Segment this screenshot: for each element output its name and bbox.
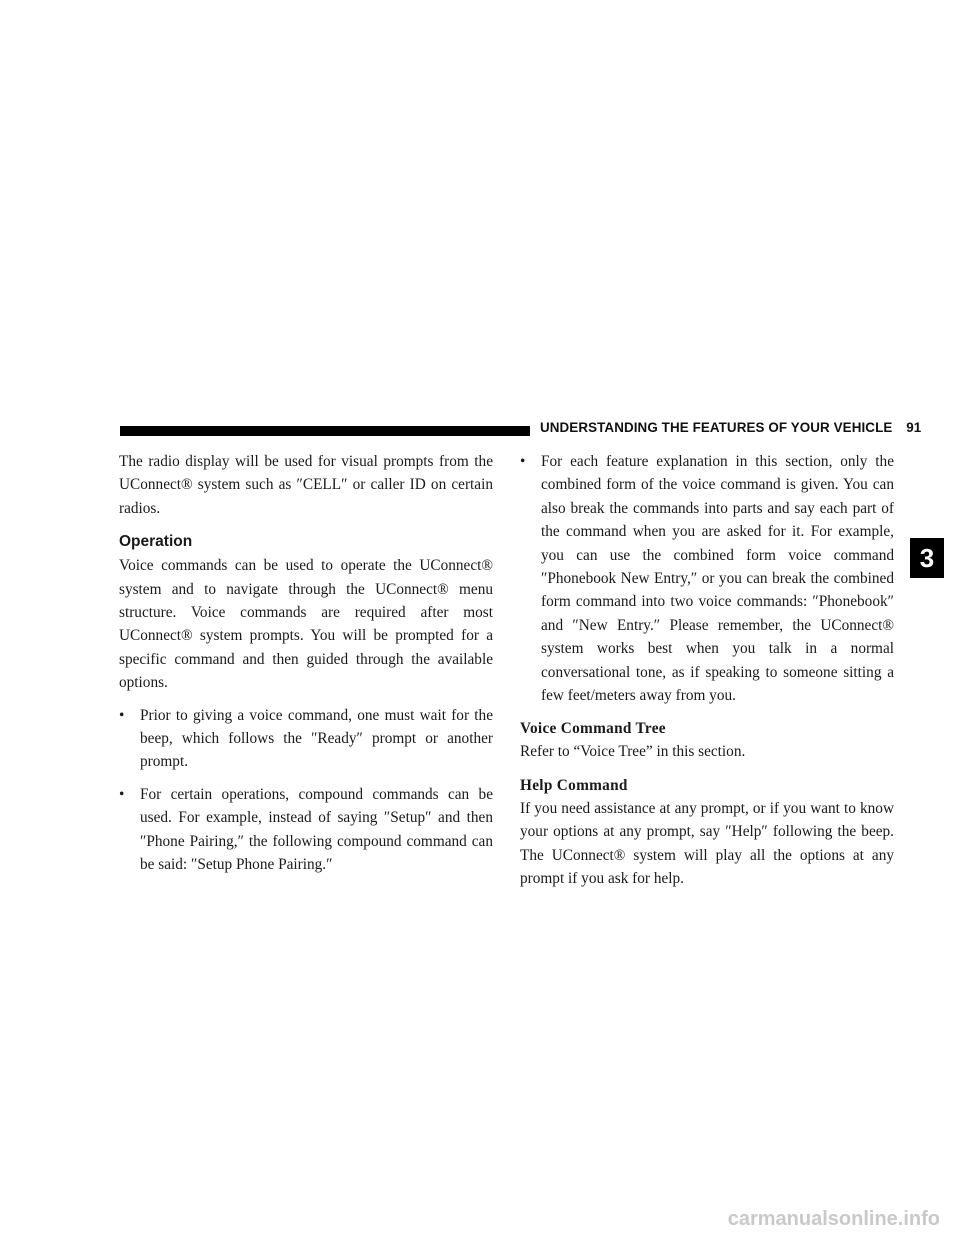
bullet-text: Prior to giving a voice command, one must wait for the beep, which follows the ″Ready″ prompt or another prompt. [140, 706, 493, 771]
list-item [119, 704, 493, 774]
header-rule [120, 426, 530, 436]
operation-paragraph: Voice commands can be used to operate the UConnect® system and to navigate through the UConnect® menu structure. Voice commands are required after most UConnect® system prompts. You will be prompted for a specific command and then guided through the available options. [119, 557, 493, 692]
running-header [540, 420, 921, 435]
right-column [520, 450, 894, 891]
voice-tree-heading: Voice Command Tree [520, 720, 666, 738]
watermark: carmanualsonline.info [727, 1208, 940, 1230]
intro-paragraph: The radio display will be used for visual prompts from the UConnect® system such as ″CELL″ or caller ID on certain radios. [119, 453, 493, 517]
bullet-text: For each feature explanation in this section, only the combined form of the voice command is given. You can also break the commands into parts and say each part of the command when you are asked for it. For example, you can use the combined form voice command ″Phonebook New Entry,″ or you can break the combined form command into two voice commands: ″Phonebook″ and ″New Entry.″ Please remember, the UConnect® system works best when you talk in a normal conversational tone, as if speaking to someone sitting a few feet/meters away from you. [541, 453, 894, 705]
left-column [119, 450, 493, 877]
voice-tree-paragraph: Refer to “Voice Tree” in this section. [520, 743, 746, 761]
bullet-icon: • [520, 453, 526, 470]
bullet-icon: • [119, 706, 125, 724]
chapter-tab: 3 [910, 538, 944, 578]
bullet-text: For certain operations, compound commands can be used. For example, instead of saying ″Setup″ and then ″Phone Pairing,″ the following compound command can be said: ″Setup Phone Pairing.″ [140, 785, 493, 874]
operation-bullet-list [119, 704, 493, 877]
help-paragraph: If you need assistance at any prompt, or if you want to know your options at any prompt, say ″Help″ following the beep. The UConnect® system will play all the options at any prompt if you ask for help. [520, 799, 894, 888]
page-number: 91 [906, 420, 922, 435]
list-item [520, 450, 894, 707]
bullet-icon: • [119, 785, 125, 803]
operation-heading: Operation [119, 533, 193, 551]
feature-bullet-list [520, 450, 894, 707]
help-heading: Help Command [520, 776, 628, 794]
list-item [119, 783, 493, 877]
header-title: UNDERSTANDING THE FEATURES OF YOUR VEHICLE [540, 420, 893, 435]
